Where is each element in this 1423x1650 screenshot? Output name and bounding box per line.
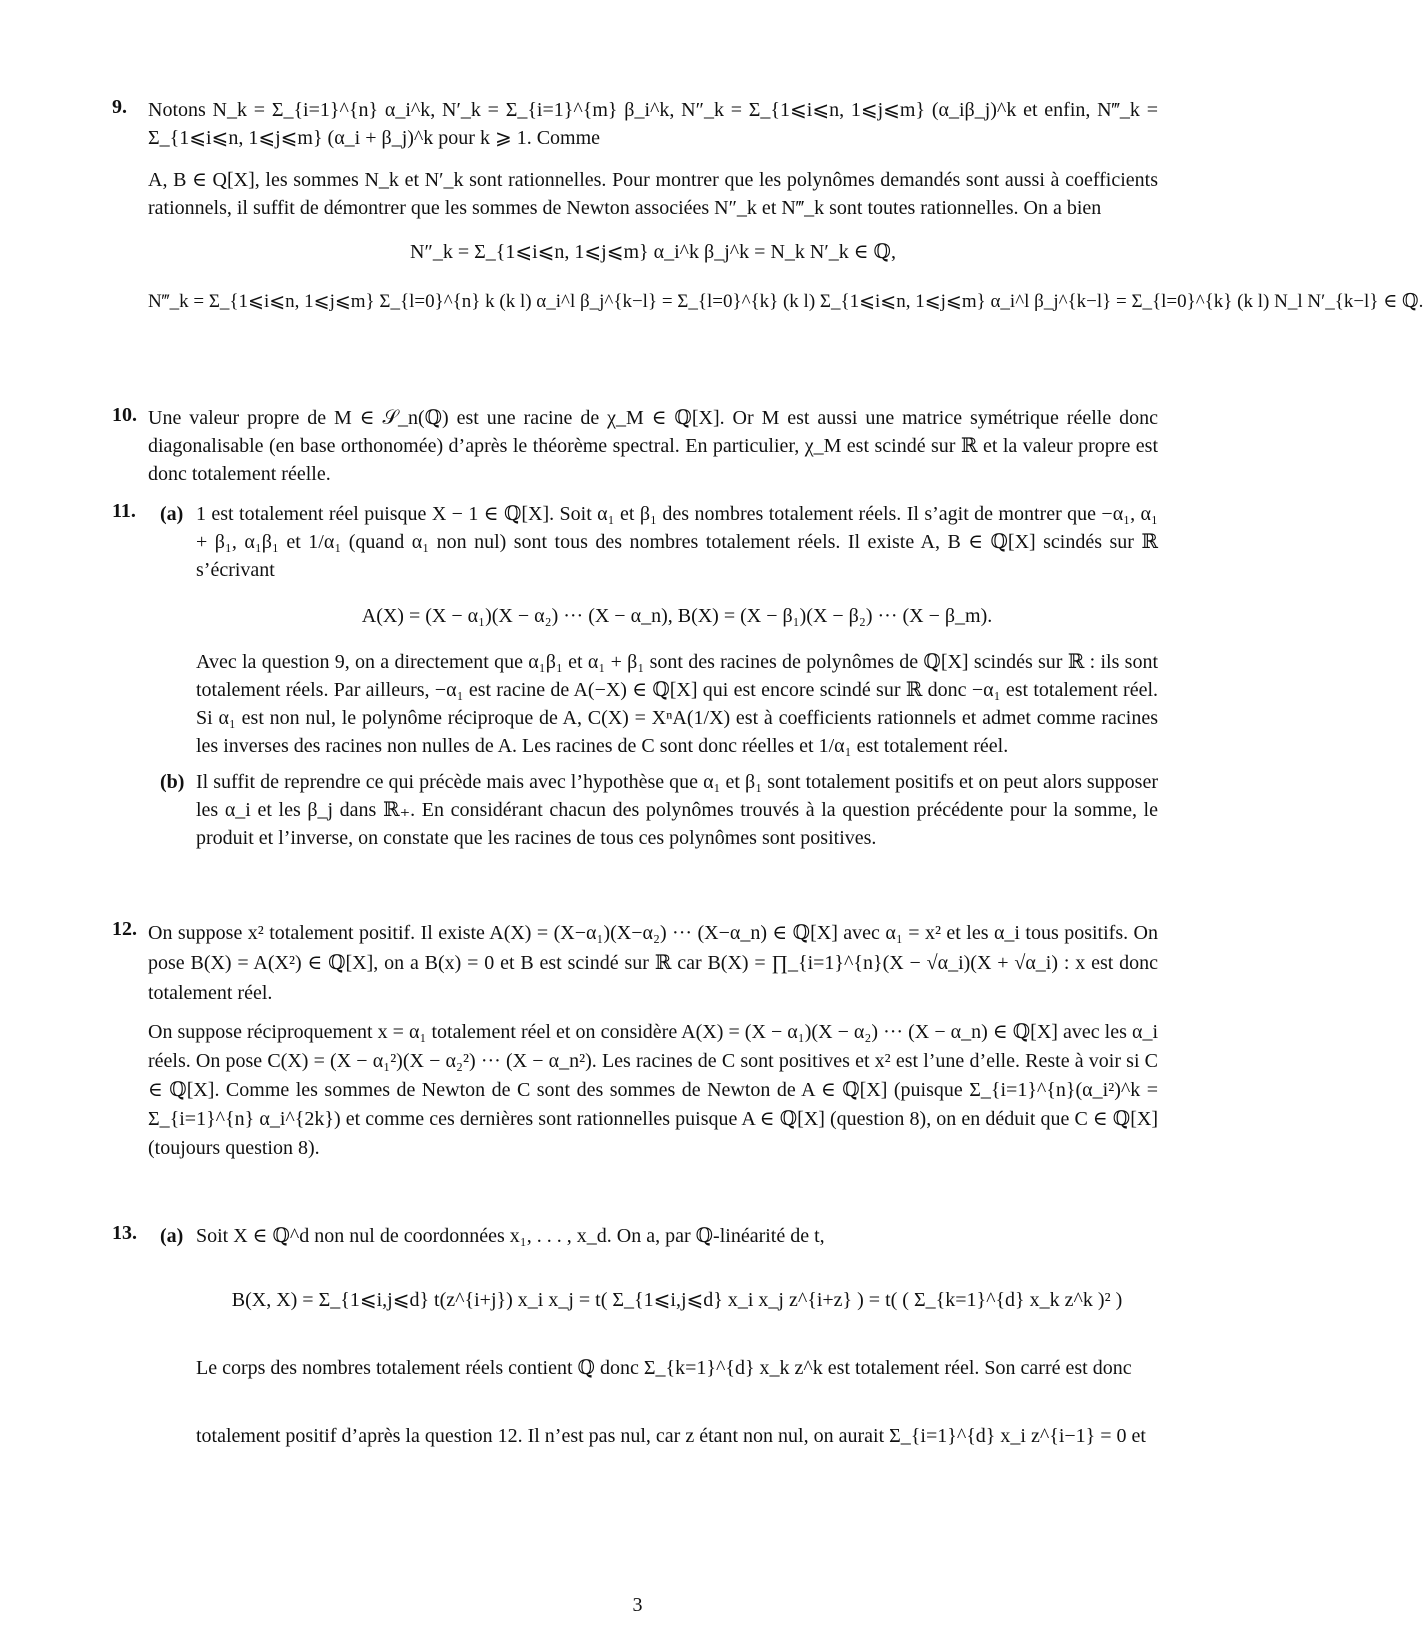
part-label: (a) xyxy=(160,1225,184,1247)
q13a-equation: B(X, X) = Σ_{1⩽i,j⩽d} t(z^{i+j}) x_i x_j = t( Σ_{1⩽i,j⩽d} x_i x_j z^{i+z} ) = t( ( Σ_{k=1}^{d} x_k z^k )² ) xyxy=(231,1289,1123,1311)
q12-paragraph-1: On suppose x² totalement positif. Il existe A(X) = (X−α₁)(X−α₂) ··· (X−α_n) ∈ ℚ[X] avec α₁ = x² et les α_i tous positifs. On pose B(X) = A(X²) ∈ ℚ[X], on a B(x) = 0 et B est scindé sur ℝ car B(X) = ∏_{i=1}^{n}(X − √α_i)(X + √α_i) : x est donc totalement réel. xyxy=(148,922,1158,1004)
item-number: 11. xyxy=(112,500,136,522)
q13-part-a xyxy=(160,1222,1158,1450)
item-number: 10. xyxy=(112,404,137,426)
q13a-text-3: totalement positif d’après la question 12. Il n’est pas nul, car z étant non nul, on aurait Σ_{i=1}^{d} x_i z^{i−1} = 0 et xyxy=(196,1425,1146,1447)
q11a-text-2: Avec la question 9, on a directement que α₁β₁ et α₁ + β₁ sont des racines de polynômes de ℚ[X] scindés sur ℝ : ils sont totalement réels. Par ailleurs, −α₁ est racine de A(−X) ∈ ℚ[X] qui est encore scindé sur ℝ donc −α₁ est totalement réel. Si α₁ est non nul, le polynôme réciproque de A, C(X) = XⁿA(1/X) est à coefficients rationnels et admet comme racines les inverses des racines non nulles de A. Les racines de C sont donc réelles et 1/α₁ est totalement réel. xyxy=(196,651,1158,757)
answer-9 xyxy=(112,82,1423,336)
part-label: (b) xyxy=(160,771,185,793)
q12-paragraph-2: On suppose réciproquement x = α₁ totalement réel et on considère A(X) = (X − α₁)(X − α₂) ··· (X − α_n) ∈ ℚ[X] avec les α_i réels. On pose C(X) = (X − α₁²)(X − α₂²) ··· (X − α_n²). Les racines de C sont positives et x² est l’une d’elle. Reste à voir si C ∈ ℚ[X]. Comme les sommes de Newton de C sont des sommes de Newton de A ∈ ℚ[X] (puisque Σ_{i=1}^{n}(α_i²)^k = Σ_{i=1}^{n} α_i^{2k}) et comme ces dernières sont rationnelles puisque A ∈ ℚ[X] (question 8), on en déduit que C ∈ ℚ[X] (toujours question 8). xyxy=(148,1021,1158,1159)
item-number: 9. xyxy=(112,96,127,118)
answer-10 xyxy=(112,404,1158,488)
q9-equation-2: N‴_k = Σ_{1⩽i⩽n, 1⩽j⩽m} Σ_{l=0}^{n} k (k l) α_i^l β_j^{k−l} = Σ_{l=0}^{k} (k l) Σ_{1⩽i⩽n, 1⩽j⩽m} α_i^l β_j^{k−l} = Σ_{l=0}^{k} (k l) N_l N′_{k−l} ∈ ℚ. xyxy=(148,291,1423,312)
q9-equation-1: N″_k = Σ_{1⩽i⩽n, 1⩽j⩽m} α_i^k β_j^k = N_k N′_k ∈ ℚ, xyxy=(410,241,896,263)
q13a-text-2: Le corps des nombres totalement réels contient ℚ donc Σ_{k=1}^{d} x_k z^k est totalement réel. Son carré est donc xyxy=(196,1357,1132,1379)
answer-12 xyxy=(112,918,1158,1163)
q11-part-a xyxy=(160,500,1158,760)
q11b-text: Il suffit de reprendre ce qui précède mais avec l’hypothèse que α₁ et β₁ sont totalement positifs et on peut alors supposer les α_i et les β_j dans ℝ₊. En considérant chacun des polynômes trouvés à la question précédente pour la somme, le produit et l’inverse, on constate que les racines de tous ces polynômes sont positives. xyxy=(196,771,1158,849)
answer-13 xyxy=(112,1222,1158,1450)
page-number: 3 xyxy=(632,1594,643,1616)
q11-part-b xyxy=(160,768,1158,852)
q13a-text-1: Soit X ∈ ℚ^d non nul de coordonnées x₁, . . . , x_d. On a, par ℚ-linéarité de t, xyxy=(196,1225,825,1247)
item-number: 13. xyxy=(112,1222,137,1244)
item-number: 12. xyxy=(112,918,137,940)
answer-11 xyxy=(112,500,1158,852)
q9-first-line xyxy=(148,82,1158,166)
q10-text: Une valeur propre de M ∈ 𝒮_n(ℚ) est une racine de χ_M ∈ ℚ[X]. Or M est aussi une matrice symétrique réelle donc diagonalisable (en base orthonomée) d’après le théorème spectral. En particulier, χ_M est scindé sur ℝ et la valeur propre est donc totalement réelle. xyxy=(148,407,1158,485)
q9-text: A, B ∈ Q[X], les sommes N_k et N′_k sont rationnelles. Pour montrer que les polynômes demandés sont aussi à coefficients rationnels, il suffit de démontrer que les sommes de Newton associées N″_k et N‴_k sont toutes rationnelles. On a bien xyxy=(148,169,1158,219)
q11a-text-1: 1 est totalement réel puisque X − 1 ∈ ℚ[X]. Soit α₁ et β₁ des nombres totalement réels. Il s’agit de montrer que −α₁, α₁ + β₁, α₁β₁ et 1/α₁ (quand α₁ non nul) sont tous des nombres totalement réels. Il existe A, B ∈ ℚ[X] scindés sur ℝ s’écrivant xyxy=(196,503,1158,581)
q11a-equation: A(X) = (X − α₁)(X − α₂) ··· (X − α_n), B(X) = (X − β₁)(X − β₂) ··· (X − β_m). xyxy=(361,605,993,627)
part-label: (a) xyxy=(160,503,184,525)
q9-definitions: Notons N_k = Σ_{i=1}^{n} α_i^k, N′_k = Σ_{i=1}^{m} β_i^k, N″_k = Σ_{1⩽i⩽n, 1⩽j⩽m} (α_iβ_j)^k et enfin, N‴_k = Σ_{1⩽i⩽n, 1⩽j⩽m} (α_i + β_j)^k pour k ⩾ 1. Comme xyxy=(148,99,1158,149)
